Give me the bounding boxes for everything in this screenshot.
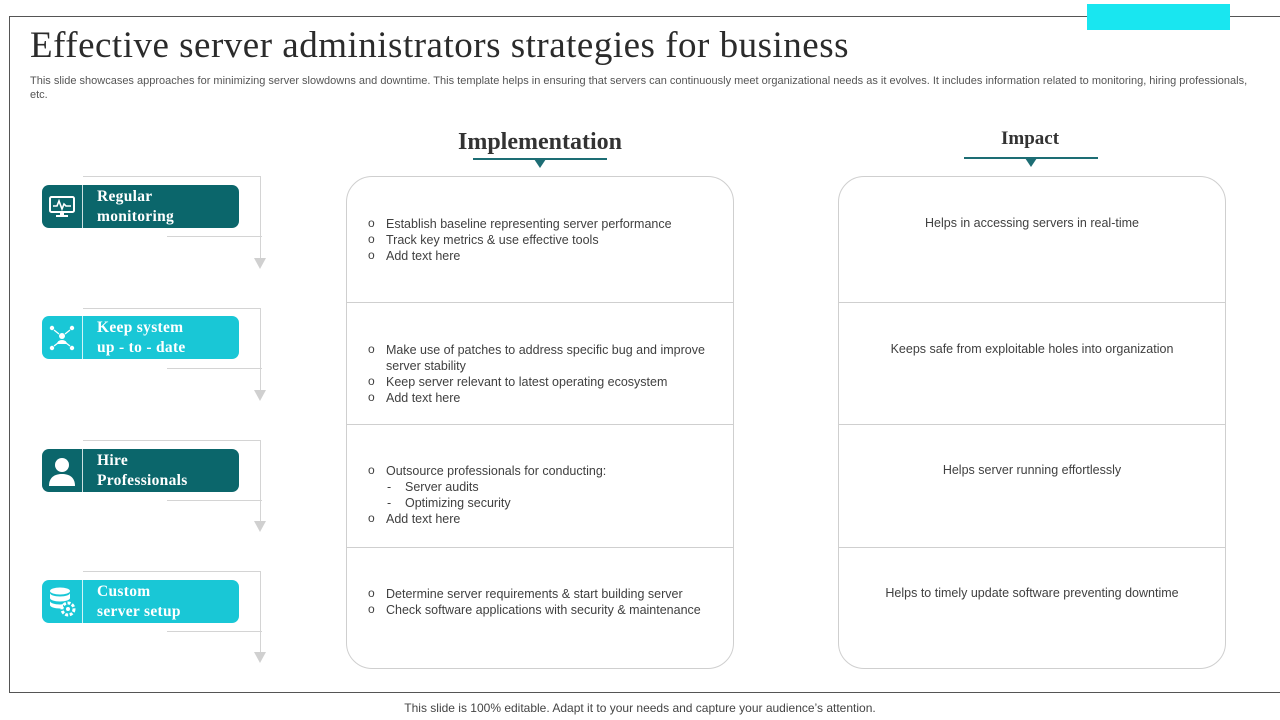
list-item: o Establish baseline representing server performance [368, 216, 713, 232]
step-connector [260, 500, 261, 521]
row-divider [838, 302, 1226, 303]
step-label: Hire Professionals [97, 451, 188, 489]
implementation-cell-3 [368, 463, 713, 527]
implementation-header: Implementation [458, 129, 622, 155]
row-divider [346, 424, 734, 425]
impact-cell-3: Helps server running effortlessly [942, 463, 1122, 477]
list-item: o Determine server requirements & start building server [368, 586, 713, 602]
network-people-icon [42, 316, 82, 359]
database-gear-icon [42, 580, 82, 623]
step-label: Keep system up - to - date [97, 318, 186, 356]
slide-title: Effective server administrators strategies for business [30, 25, 849, 66]
person-icon [42, 449, 82, 492]
impact-cell-1: Helps in accessing servers in real-time [925, 216, 1139, 230]
impact-header: Impact [1000, 128, 1060, 149]
list-item: o Outsource professionals for conducting: [368, 463, 713, 479]
row-divider [346, 547, 734, 548]
step-connector [260, 236, 261, 258]
step-label: Regular monitoring [97, 187, 175, 225]
arrow-down-icon [254, 521, 266, 532]
step-connector [260, 368, 261, 390]
impact-cell-2: Keeps safe from exploitable holes into organization [890, 342, 1174, 356]
row-divider [346, 302, 734, 303]
list-subitem: - Optimizing security [368, 495, 713, 511]
arrow-down-icon [254, 652, 266, 663]
implementation-cell-4 [368, 586, 713, 618]
arrow-down-icon [254, 258, 266, 269]
monitor-pulse-icon [42, 185, 82, 228]
implementation-caret-icon [534, 159, 546, 168]
list-item: o Add text here [368, 390, 713, 406]
list-item: o Make use of patches to address specific bug and improve server stability [368, 342, 713, 374]
step-custom-server-setup [42, 580, 239, 623]
impact-cell-4: Helps to timely update software preventing downtime [885, 586, 1179, 600]
implementation-cell-1 [368, 216, 713, 264]
step-label: Custom server setup [97, 582, 181, 620]
impact-caret-icon [1025, 158, 1037, 167]
step-regular-monitoring [42, 185, 239, 228]
arrow-down-icon [254, 390, 266, 401]
list-item: o Add text here [368, 248, 713, 264]
row-divider [838, 424, 1226, 425]
step-hire-professionals [42, 449, 239, 492]
list-subitem: - Server audits [368, 479, 713, 495]
implementation-cell-2 [368, 342, 713, 406]
list-item: o Check software applications with security & maintenance [368, 602, 713, 618]
accent-bar [1087, 4, 1230, 30]
slide-subtitle: This slide showcases approaches for minimizing server slowdowns and downtime. This template helps in ensuring that servers can continuously meet organizational needs as it evolves. It includes information related to monitoring, hiring professionals, etc. [30, 75, 1248, 101]
step-keep-system-up-to-date [42, 316, 239, 359]
row-divider [838, 547, 1226, 548]
step-connector [260, 631, 261, 652]
list-item: o Keep server relevant to latest operating ecosystem [368, 374, 713, 390]
list-item: o Track key metrics & use effective tools [368, 232, 713, 248]
slide-footer: This slide is 100% editable. Adapt it to your needs and capture your audience’s attention. [404, 701, 876, 715]
list-item: o Add text here [368, 511, 713, 527]
